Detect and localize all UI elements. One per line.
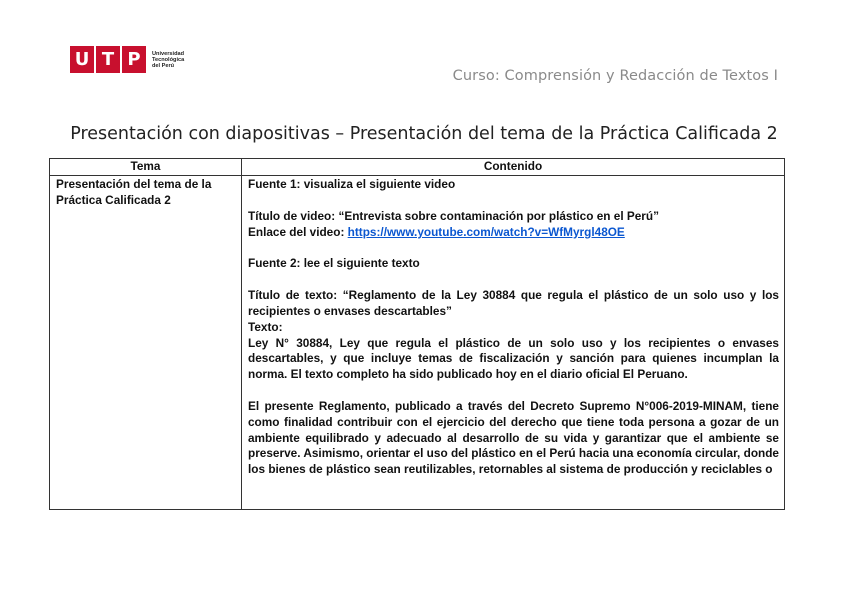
content-table <box>49 158 785 510</box>
fuente1-label: Fuente 1: visualiza el siguiente video <box>248 177 456 191</box>
course-name: Curso: Comprensión y Redacción de Textos I <box>452 68 778 84</box>
page-title: Presentación con diapositivas – Presentación del tema de la Práctica Calificada 2 <box>70 124 778 144</box>
table-header-row <box>50 159 785 176</box>
text-title: Título de texto: “Reglamento de la Ley 30884 que regula el plástico de un solo uso y los recipientes o envases descartables” <box>248 288 779 318</box>
table-row <box>50 176 785 510</box>
tema-cell: Presentación del tema de la Práctica Calificada 2 <box>50 176 242 510</box>
utp-logo <box>70 46 184 73</box>
contenido-cell <box>242 176 785 510</box>
header-contenido: Contenido <box>242 159 785 176</box>
paragraph-1: Ley N° 30884, Ley que regula el plástico de un solo uso y los recipientes o envases descartables, y que incluye temas de fiscalización y sanción para quienes incumplan la norma. El texto completo ha sido publicado hoy en el diario oficial El Peruano. <box>248 335 779 382</box>
logo-university-name: Universidad Tecnológica del Perú <box>152 50 185 69</box>
logo-letter-p: P <box>122 46 146 73</box>
video-title: Título de video: “Entrevista sobre contaminación por plástico en el Perú” <box>248 208 660 223</box>
texto-label: Texto: <box>248 319 283 334</box>
fuente2-label: Fuente 2: lee el siguiente texto <box>248 256 420 271</box>
video-link-line: Enlace del video: https://www.youtube.com/watch?v=WfMyrgl48OE <box>248 224 625 239</box>
logo-letter-u: U <box>70 46 94 73</box>
header-tema: Tema <box>50 159 242 176</box>
paragraph-2: El presente Reglamento, publicado a través del Decreto Supremo N°006-2019-MINAM, tiene como finalidad contribuir con el ejercicio del derecho que tiene toda persona a gozar de un ambiente equilibrado y adecuado al desarrollo de su vida y garantizar que el ambiente se preserve. Asimismo, orientar el uso del plástico en el Perú hacia una economía circular, donde los bienes de plástico sean reutilizables, retornables al sistema de producción y reciclables o <box>248 398 779 477</box>
logo-letter-t: T <box>96 46 120 73</box>
video-link[interactable]: https://www.youtube.com/watch?v=WfMyrgl48OE <box>347 224 625 239</box>
